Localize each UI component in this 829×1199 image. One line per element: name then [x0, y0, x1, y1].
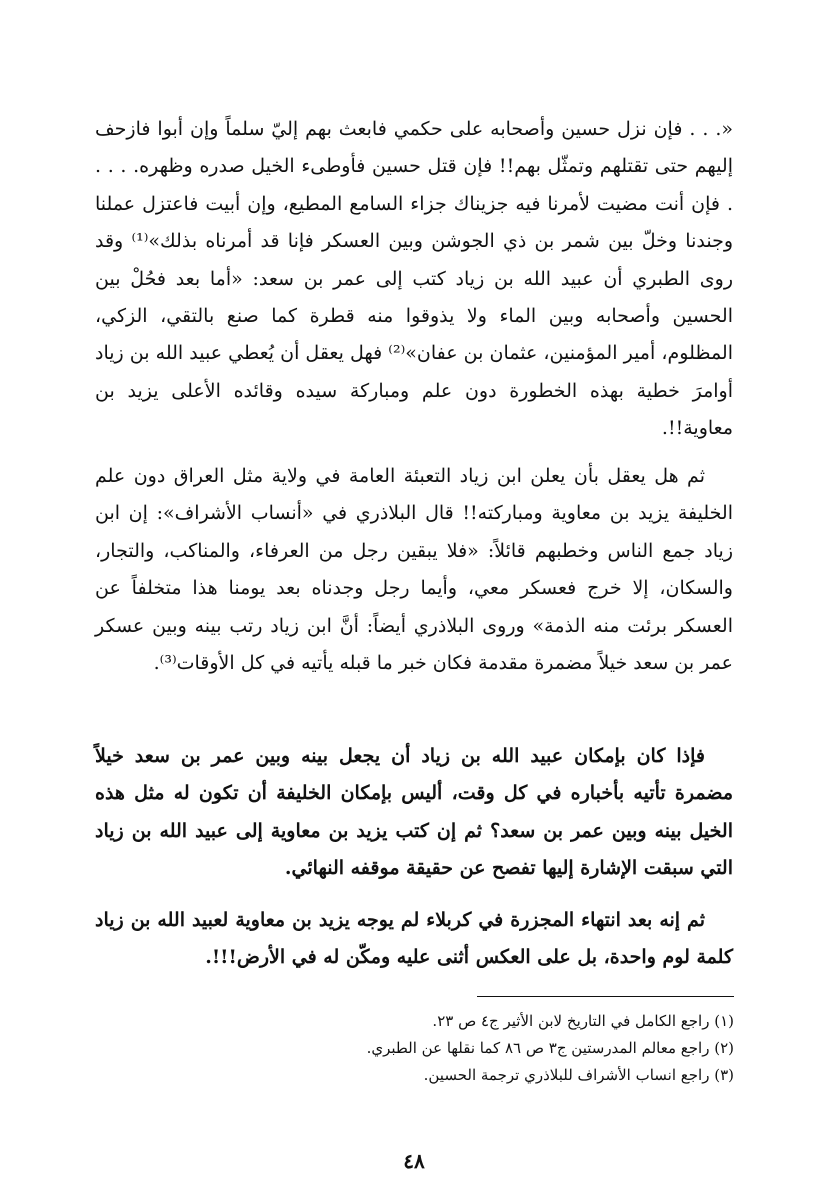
- paragraph-1: «. . . فإن نزل حسين وأصحابه على حكمي فابعث بهم إليّ سلماً وإن أبوا فازحف إليهم حتى تقتلهم وتمثّل بهم!! فإن قتل حسين فأوطىء الخيل صدره وظهره. . . . . فإن أنت مضيت لأمرنا فيه جزيناك جزاء السامع المطيع، وإن أبيت فاعتزل عملنا وجندنا وخلّ بين شمر بن ذي الجوشن وبين العسكر فإنا قد أمرناه بذلك»⁽¹⁾ وقد روى الطبري أن عبيد الله بن زياد كتب إلى عمر بن سعد: «أما بعد فحُلْ بين الحسين وأصحابه وبين الماء ولا يذوقوا منه قطرة كما صنع بالتقي، الزكي، المظلوم، أمير المؤمنين، عثمان بن عفان»⁽²⁾ فهل يعقل أن يُعطي عبيد الله بن زياد أوامرَ خطية بهذه الخطورة دون علم ومباركة سيده وقائده الأعلى يزيد بن معاوية!!.: [95, 118, 733, 440]
- paragraph-2: ثم هل يعقل بأن يعلن ابن زياد التعبئة العامة في ولاية مثل العراق دون علم الخليفة يزيد بن معاوية ومباركته!! قال البلاذري في «أنساب الأشراف»: إن ابن زياد جمع الناس وخطبهم قائلاً: «فلا يبقين رجل من العرفاء، والمناكب، والتجار، والسكان، إلا خرج فعسكر معي، وأيما رجل وجدناه بعد يومنا هذا متخلفاً عن العسكر برئت منه الذمة» وروى البلاذري أيضاً: أنَّ ابن زياد رتب بينه وبين عسكر عمر بن سعد خيلاً مضمرة مقدمة فكان خبر ما قبله يأتيه في كل الأوقات⁽³⁾.: [95, 465, 733, 675]
- paragraph-3: فإذا كان بإمكان عبيد الله بن زياد أن يجعل بينه وبين عمر بن سعد خيلاً مضمرة تأتيه بأخباره في كل وقت، أليس بإمكان الخليفة أن تكون له مثل هذه الخيل بينه وبين عمر بن سعد؟ ثم إن كتب يزيد بن معاوية إلى عبيد الله بن زياد التي سبقت الإشارة إليها تفصح عن حقيقة موقفه النهائي.: [95, 745, 733, 880]
- footnote-2: (٢) راجع معالم المدرستين ج٣ ص ٨٦ كما نقلها عن الطبري.: [366, 1039, 734, 1057]
- paragraph-4: ثم إنه بعد انتهاء المجزرة في كربلاء لم يوجه يزيد بن معاوية لعبيد الله بن زياد كلمة لوم واحدة، بل على العكس أثنى عليه ومكّن له في الأرض!!!.: [95, 909, 733, 969]
- footnote-divider: [477, 996, 734, 997]
- page-number: ٤٨: [403, 1149, 425, 1173]
- footnote-3: (٣) راجع انساب الأشراف للبلاذري ترجمة الحسين.: [423, 1066, 734, 1084]
- footnote-1: (١) راجع الكامل في التاريخ لابن الأثير ج٤ ص ٢٣.: [432, 1012, 734, 1030]
- footnotes-list: [300, 1008, 734, 1089]
